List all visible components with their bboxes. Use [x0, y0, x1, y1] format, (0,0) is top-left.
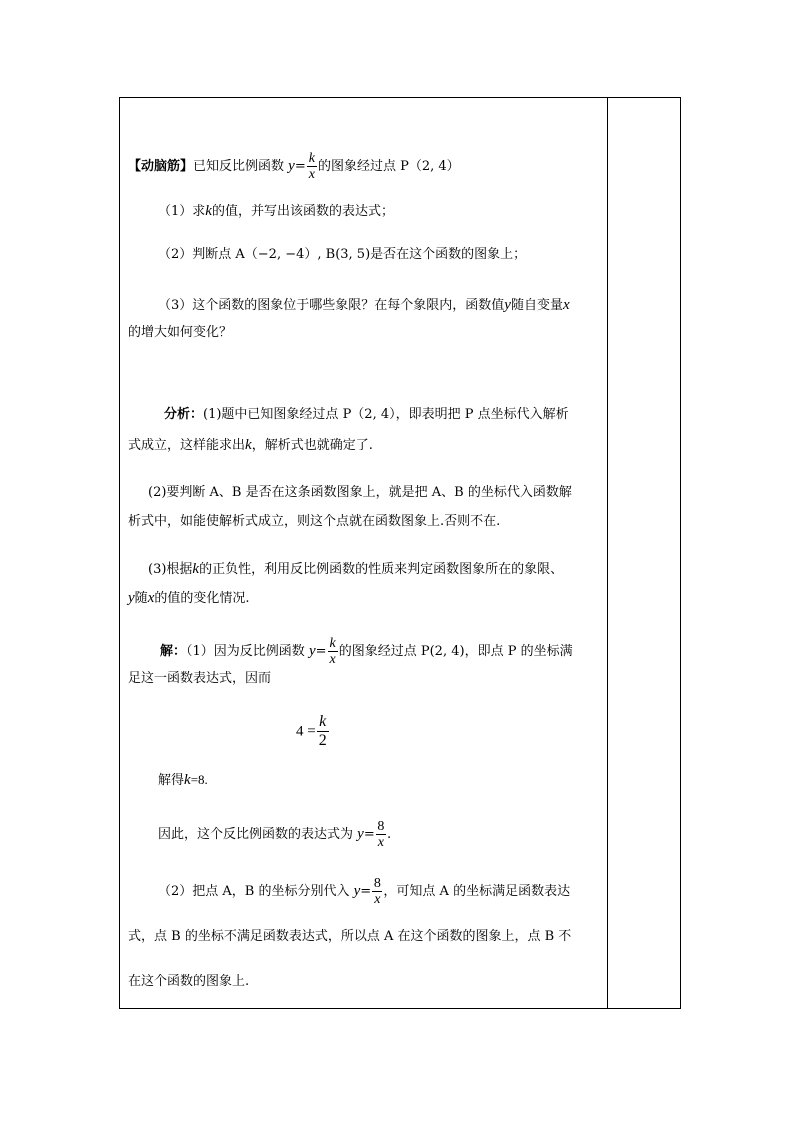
- q1-text-b: 的值，并写出该函数的表达式；: [211, 204, 394, 219]
- fn-eq: =: [294, 159, 306, 174]
- conclusion-text: 因此，这个反比例函数的表达式为: [158, 827, 354, 842]
- analysis-p3-cont: [128, 589, 250, 608]
- analysis-p3-text-d: 的值的变化情况.: [154, 591, 250, 606]
- q3-text-b: 随自变量: [510, 298, 563, 313]
- question-2: [158, 246, 526, 264]
- column-divider: [607, 97, 608, 1009]
- table-frame: [119, 97, 681, 1009]
- q3-var-y: y: [504, 297, 511, 313]
- question-3: [158, 296, 570, 315]
- q3-text-c: 的增大如何变化？: [128, 325, 233, 340]
- solution-s2-y: y: [353, 883, 361, 899]
- analysis-p2-text-b: 析式中，如能使解析式成立，则这个点就在函数图象上.否则不在.: [128, 514, 501, 529]
- solution-s2-text-b: ，可知点 A 的坐标满足函数表达: [383, 884, 571, 899]
- solution-s2-eq: =: [360, 884, 372, 899]
- solution-s2-text-d: 在这个函数的图象上.: [128, 974, 250, 989]
- solution-p1-cont: [128, 670, 271, 688]
- q3-text-a: （3）这个函数的图象位于哪些象限？在每个象限内，函数值: [158, 298, 505, 313]
- fraction-numerator: 8: [373, 876, 381, 891]
- equation-4-eq-k-over-2: [296, 713, 330, 750]
- solve-k: [158, 771, 208, 790]
- conclusion: [158, 819, 391, 850]
- q3-var-x: x: [562, 297, 570, 313]
- analysis-p3-text-b: 的正负性，利用反比例函数的性质来判定函数图象所在的象限、: [199, 562, 564, 577]
- problem-heading: 【动脑筋】: [128, 159, 194, 174]
- fraction-k-over-x: [307, 151, 317, 182]
- problem-intro-text: 已知反比例函数: [193, 159, 285, 174]
- equation-lhs: 4 =: [296, 723, 316, 740]
- solution-s1-text-c: 足这一函数表达式，因而: [128, 671, 272, 686]
- fraction-8-over-x: [376, 819, 386, 850]
- fraction-denominator: x: [329, 652, 336, 667]
- analysis-p1-text-c: ，解析式也就确定了.: [251, 438, 373, 453]
- fraction-denominator: x: [308, 167, 315, 182]
- solution-s1-text-b: 的图象经过点 P(2, 4)，即点 P 的坐标满: [338, 644, 573, 659]
- analysis-p3-text-c: 随: [134, 591, 148, 606]
- solve-text-b: =8.: [190, 772, 208, 787]
- question-3-cont: [128, 324, 232, 342]
- problem-point-text: 的图象经过点 P（2, 4）: [317, 159, 460, 174]
- conclusion-y: y: [357, 826, 364, 842]
- fraction-k-over-x-2: [328, 636, 338, 667]
- solve-text-a: 解得: [158, 773, 185, 788]
- solution-s1-text-a: （1）因为反比例函数: [186, 644, 305, 659]
- fn-y: y: [288, 158, 295, 174]
- fraction-numerator: 8: [377, 819, 385, 834]
- analysis-p3-var-k: k: [192, 561, 200, 577]
- solution-s1-eq: =: [315, 644, 327, 659]
- fraction-denominator: 2: [318, 732, 327, 749]
- question-1: [158, 202, 394, 221]
- solution-p2: [158, 876, 570, 907]
- analysis-p3-var-y: y: [128, 590, 135, 606]
- analysis-p1-cont: [128, 436, 373, 455]
- analysis-var-k: k: [245, 437, 252, 453]
- q1-text-a: （1）求: [158, 204, 206, 219]
- conclusion-eq: =: [363, 827, 375, 842]
- q2-text: （2）判断点 A（−2, −4）, B(3, 5)是否在这个函数的图象上；: [158, 247, 527, 262]
- fraction-8-over-x-2: [372, 876, 382, 907]
- analysis-label: 分析：: [164, 407, 204, 422]
- fraction-denominator: x: [374, 892, 381, 907]
- solution-s2-text-a: （2）把点 A，B 的坐标分别代入: [158, 884, 350, 899]
- analysis-p3-var-x: x: [147, 590, 155, 606]
- analysis-p3: [148, 560, 563, 579]
- analysis-p3-text-a: (3)根据: [148, 562, 193, 577]
- solution-p2-cont: [128, 928, 571, 946]
- fraction-numerator: k: [308, 151, 315, 166]
- q1-var-k: k: [205, 203, 212, 219]
- analysis-p1-text-a: (1)题中已知图象经过点 P（2, 4），即表明把 P 点坐标代入解析: [203, 407, 569, 422]
- fraction-denominator: x: [377, 835, 384, 850]
- conclusion-period: .: [386, 827, 392, 842]
- solution-s2-text-c: 式，点 B 的坐标不满足函数表达式，所以点 A 在这个函数的图象上，点 B 不: [128, 929, 572, 944]
- analysis-p1-text-b: 式成立，这样能求出: [128, 438, 246, 453]
- analysis-p1: [164, 406, 569, 424]
- analysis-p2: [148, 484, 572, 502]
- fraction-numerator: k: [319, 713, 327, 730]
- solution-p1: [160, 636, 573, 667]
- analysis-p2-cont: [128, 513, 500, 531]
- fraction-numerator: k: [329, 636, 336, 651]
- problem-statement: [128, 151, 460, 182]
- solution-s1-y: y: [308, 643, 316, 659]
- solution-label: 解：: [160, 644, 187, 659]
- fraction-k-over-2: [317, 713, 329, 750]
- solution-p2-cont-2: [128, 973, 249, 991]
- solve-var-k: k: [184, 772, 191, 788]
- analysis-p2-text-a: (2)要判断 A、B 是否在这条函数图象上，就是把 A、B 的坐标代入函数解: [148, 485, 572, 500]
